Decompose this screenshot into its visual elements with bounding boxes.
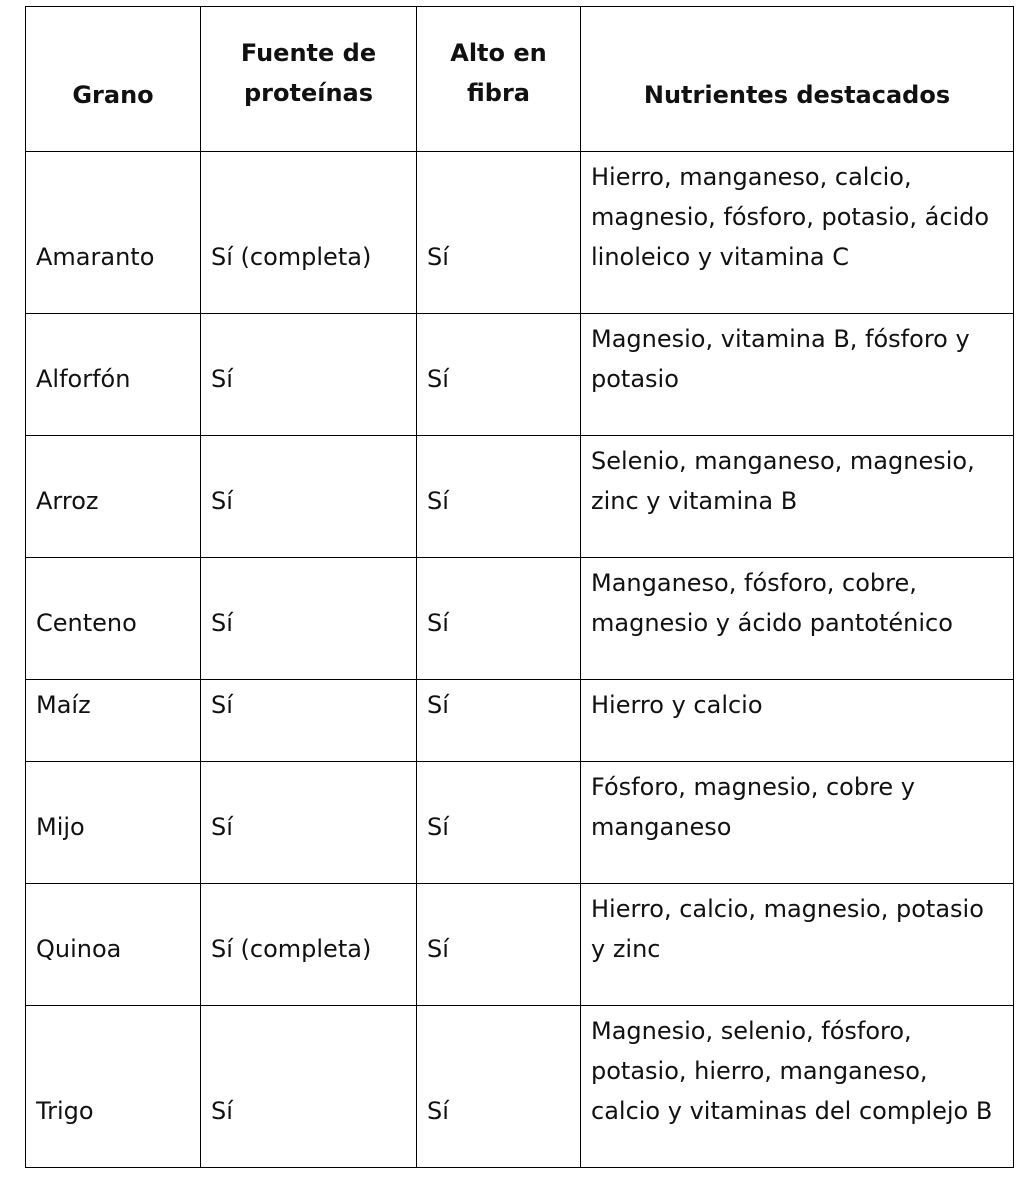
table-row <box>26 314 1014 436</box>
cell-protein: Sí <box>201 680 417 762</box>
cell-grain: Maíz <box>26 680 201 762</box>
header-nutrients: Nutrientes destacados <box>581 7 1014 152</box>
cell-grain: Trigo <box>26 1006 201 1168</box>
cell-fiber: Sí <box>417 314 581 436</box>
cell-fiber: Sí <box>417 436 581 558</box>
cell-fiber: Sí <box>417 762 581 884</box>
grains-nutrition-table <box>25 6 1014 1168</box>
cell-protein: Sí (completa) <box>201 152 417 314</box>
header-grain: Grano <box>26 7 201 152</box>
cell-nutrients: Hierro, manganeso, calcio, magnesio, fósforo, potasio, ácido linoleico y vitamina C <box>581 152 1014 314</box>
cell-grain: Centeno <box>26 558 201 680</box>
cell-protein: Sí <box>201 558 417 680</box>
cell-fiber: Sí <box>417 152 581 314</box>
cell-grain: Alforfón <box>26 314 201 436</box>
table-row <box>26 762 1014 884</box>
cell-grain: Quinoa <box>26 884 201 1006</box>
header-fiber: Alto en fibra <box>417 7 581 152</box>
cell-protein: Sí <box>201 1006 417 1168</box>
cell-protein: Sí <box>201 762 417 884</box>
cell-grain: Amaranto <box>26 152 201 314</box>
table-row <box>26 884 1014 1006</box>
cell-nutrients: Selenio, manganeso, magnesio, zinc y vitamina B <box>581 436 1014 558</box>
cell-protein: Sí <box>201 436 417 558</box>
header-protein: Fuente de proteínas <box>201 7 417 152</box>
cell-nutrients: Manganeso, fósforo, cobre, magnesio y ácido pantoténico <box>581 558 1014 680</box>
cell-fiber: Sí <box>417 680 581 762</box>
cell-nutrients: Hierro y calcio <box>581 680 1014 762</box>
table-row <box>26 1006 1014 1168</box>
cell-nutrients: Hierro, calcio, magnesio, potasio y zinc <box>581 884 1014 1006</box>
cell-fiber: Sí <box>417 884 581 1006</box>
cell-nutrients: Magnesio, selenio, fósforo, potasio, hierro, manganeso, calcio y vitaminas del complejo B <box>581 1006 1014 1168</box>
table-row <box>26 680 1014 762</box>
cell-grain: Arroz <box>26 436 201 558</box>
cell-fiber: Sí <box>417 558 581 680</box>
table-row <box>26 558 1014 680</box>
cell-fiber: Sí <box>417 1006 581 1168</box>
cell-grain: Mijo <box>26 762 201 884</box>
cell-nutrients: Magnesio, vitamina B, fósforo y potasio <box>581 314 1014 436</box>
cell-protein: Sí (completa) <box>201 884 417 1006</box>
cell-protein: Sí <box>201 314 417 436</box>
table-row <box>26 152 1014 314</box>
cell-nutrients: Fósforo, magnesio, cobre y manganeso <box>581 762 1014 884</box>
table-row <box>26 436 1014 558</box>
table-header-row <box>26 7 1014 152</box>
